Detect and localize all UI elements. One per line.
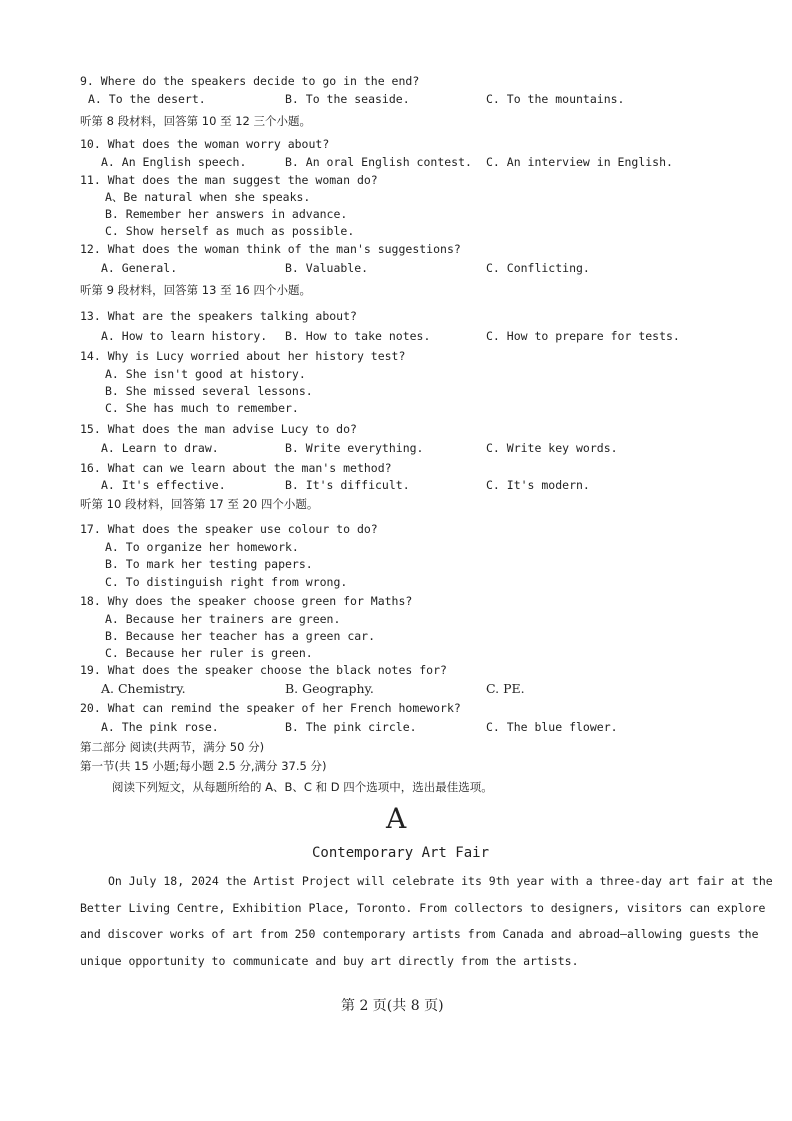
- option-c: C. The blue flower.: [486, 720, 618, 734]
- question-stem: 16. What can we learn about the man's method?: [80, 461, 392, 475]
- paragraph-line: and discover works of art from 250 contemporary artists from Canada and abroad—allowing guests the: [80, 927, 759, 941]
- question-stem: 15. What does the man advise Lucy to do?: [80, 422, 357, 436]
- page-footer: 第 2 页(共 8 页): [341, 998, 444, 1014]
- option-b: B. How to take notes.: [285, 329, 431, 343]
- question-stem: 13. What are the speakers talking about?: [80, 309, 357, 323]
- section-instruction: 听第 9 段材料，回答第 13 至 16 四个小题。: [80, 283, 312, 297]
- option-line: B. To mark her testing papers.: [105, 557, 313, 571]
- section-instruction: 第二部分 阅读(共两节，满分 50 分): [80, 740, 265, 754]
- option-line: B. Because her teacher has a green car.: [105, 629, 376, 643]
- paragraph-line: On July 18, 2024 the Artist Project will celebrate its 9th year with a three-day art fair at the: [108, 874, 773, 888]
- option-c: C. It's modern.: [486, 478, 590, 492]
- question-stem: 12. What does the woman think of the man's suggestions?: [80, 242, 461, 256]
- option-line: C. She has much to remember.: [105, 401, 299, 415]
- option-b: B. To the seaside.: [285, 92, 410, 106]
- paragraph-line: unique opportunity to communicate and buy art directly from the artists.: [80, 954, 579, 968]
- option-a: A. To the desert.: [88, 92, 206, 106]
- option-c: C. PE.: [486, 681, 525, 696]
- option-a: A. Chemistry.: [101, 681, 186, 696]
- option-a: A. How to learn history.: [101, 329, 268, 343]
- question-stem: 14. Why is Lucy worried about her history test?: [80, 349, 406, 363]
- option-c: C. How to prepare for tests.: [486, 329, 680, 343]
- question-stem: 20. What can remind the speaker of her French homework?: [80, 701, 461, 715]
- option-line: A. To organize her homework.: [105, 540, 299, 554]
- option-b: B. It's difficult.: [285, 478, 410, 492]
- paragraph-line: Better Living Centre, Exhibition Place, Toronto. From collectors to designers, visitors can explore: [80, 901, 766, 915]
- passage-title: Contemporary Art Fair: [312, 845, 490, 861]
- option-line: A. She isn't good at history.: [105, 367, 306, 381]
- option-b: B. Write everything.: [285, 441, 424, 455]
- section-instruction: 第一节(共 15 小题;每小题 2.5 分,满分 37.5 分): [80, 759, 327, 773]
- option-b: B. Valuable.: [285, 261, 369, 275]
- option-c: C. Write key words.: [486, 441, 618, 455]
- question-stem: 19. What does the speaker choose the black notes for?: [80, 663, 447, 677]
- passage-letter: A: [386, 802, 407, 835]
- option-a: A. An English speech.: [101, 155, 247, 169]
- option-line: A. Because her trainers are green.: [105, 612, 341, 626]
- option-a: A. General.: [101, 261, 178, 275]
- section-instruction: 听第 8 段材料，回答第 10 至 12 三个小题。: [80, 114, 312, 128]
- question-stem: 18. Why does the speaker choose green for Maths?: [80, 594, 413, 608]
- question-stem: 9. Where do the speakers decide to go in the end?: [80, 74, 420, 88]
- option-line: B. Remember her answers in advance.: [105, 207, 348, 221]
- section-instruction: 听第 10 段材料，回答第 17 至 20 四个小题。: [80, 497, 319, 511]
- option-c: C. To the mountains.: [486, 92, 625, 106]
- option-line: B. She missed several lessons.: [105, 384, 313, 398]
- option-a: A. It's effective.: [101, 478, 226, 492]
- question-stem: 17. What does the speaker use colour to do?: [80, 522, 378, 536]
- option-b: B. An oral English contest.: [285, 155, 472, 169]
- option-a: A. The pink rose.: [101, 720, 219, 734]
- option-c: C. An interview in English.: [486, 155, 673, 169]
- option-line: C. Because her ruler is green.: [105, 646, 313, 660]
- option-line: C. Show herself as much as possible.: [105, 224, 355, 238]
- option-c: C. Conflicting.: [486, 261, 590, 275]
- question-stem: 10. What does the woman worry about?: [80, 137, 330, 151]
- option-b: B. The pink circle.: [285, 720, 417, 734]
- option-a: A. Learn to draw.: [101, 441, 219, 455]
- option-line: A、Be natural when she speaks.: [105, 190, 311, 204]
- option-b: B. Geography.: [285, 681, 374, 696]
- option-line: C. To distinguish right from wrong.: [105, 575, 348, 589]
- question-stem: 11. What does the man suggest the woman do?: [80, 173, 378, 187]
- section-instruction: 阅读下列短文，从每题所给的 A、B、C 和 D 四个选项中，选出最佳选项。: [112, 780, 493, 794]
